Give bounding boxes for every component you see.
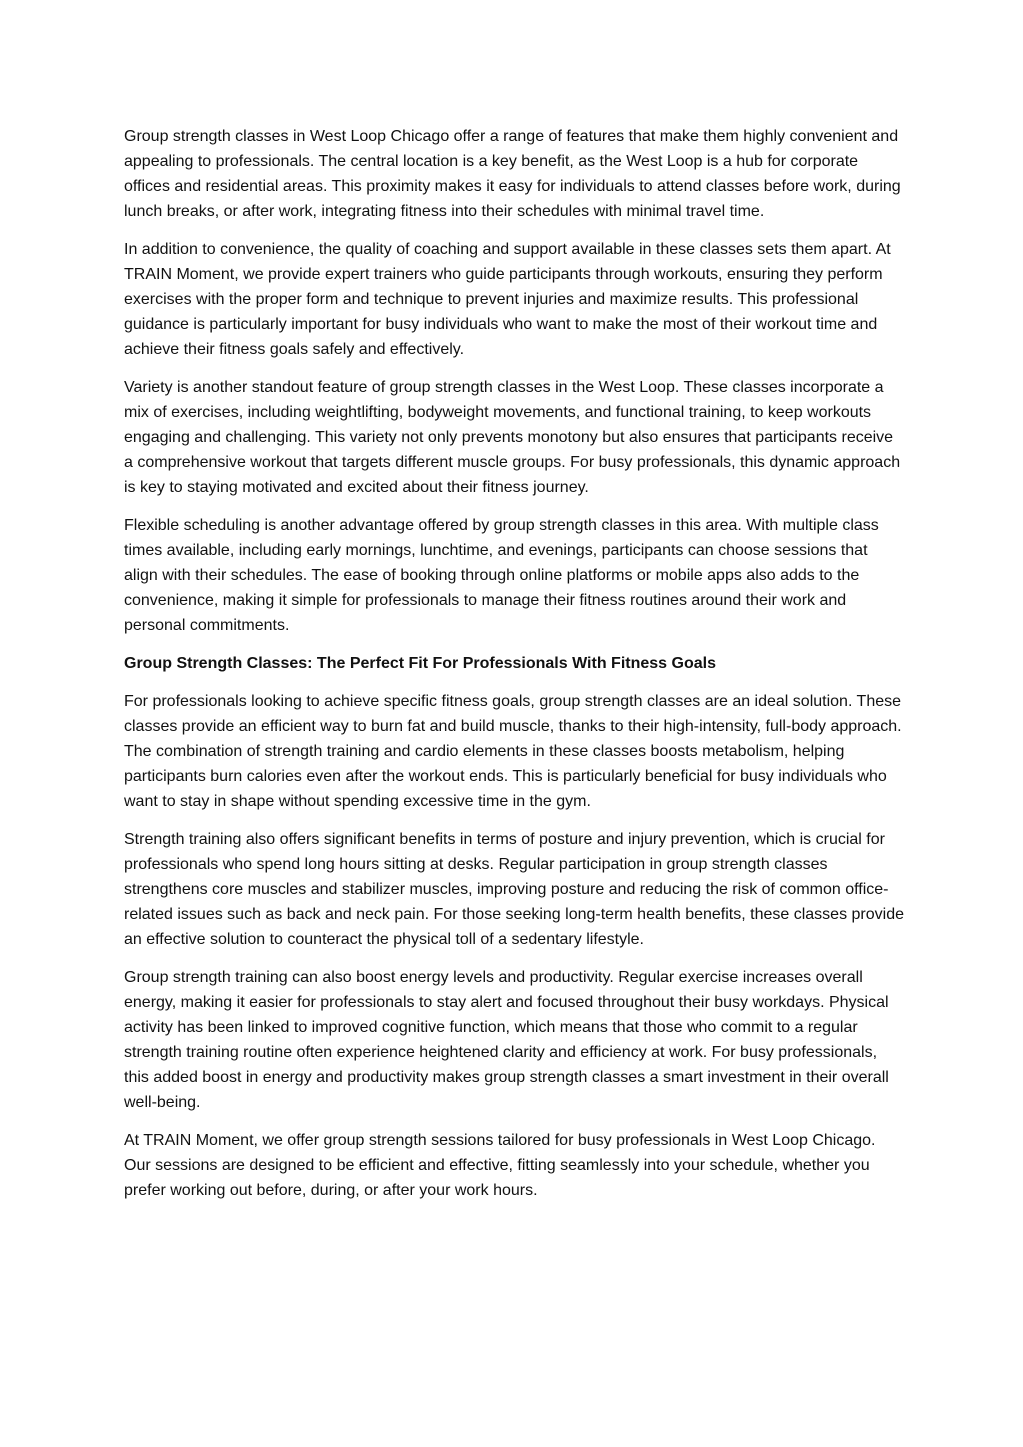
- paragraph-energy-productivity: Group strength training can also boost energy levels and productivity. Regular exercise increases overall energy, making it easier for professionals to stay alert and focused throughout their busy workdays. Physical activity has been linked to improved cognitive function, which means that those who commit to a regular strength training routine often experience heightened clarity and efficiency at work. For busy professionals, this added boost in energy and productivity makes group strength classes a smart investment in their overall well-being.: [124, 969, 889, 1111]
- paragraph-flexible-scheduling: Flexible scheduling is another advantage offered by group strength classes in this area. With multiple class times available, including early mornings, lunchtime, and evenings, participants can choose sessions that align with their schedules. The ease of booking through online platforms or mobile apps also adds to the convenience, making it simple for professionals to manage their fitness routines around their work and personal commitments.: [124, 517, 879, 634]
- paragraph-fitness-goals: For professionals looking to achieve specific fitness goals, group strength classes are an ideal solution. These classes provide an efficient way to burn fat and build muscle, thanks to their high-intensity, full-body approach. The combination of strength training and cardio elements in these classes boosts metabolism, helping participants burn calories even after the workout ends. This is particularly beneficial for busy individuals who want to stay in shape without spending excessive time in the gym.: [124, 693, 902, 810]
- paragraph-variety: Variety is another standout feature of group strength classes in the West Loop. These classes incorporate a mix of exercises, including weightlifting, bodyweight movements, and functional training, to keep workouts engaging and challenging. This variety not only prevents monotony but also ensures that participants receive a comprehensive workout that targets different muscle groups. For busy professionals, this dynamic approach is key to staying motivated and excited about their fitness journey.: [124, 379, 901, 496]
- paragraph-posture-injury: Strength training also offers significant benefits in terms of posture and injury prevention, which is crucial for professionals who spend long hours sitting at desks. Regular participation in group strength classes strengthens core muscles and stabilizer muscles, improving posture and reducing the risk of common office-related issues such as back and neck pain. For those seeking long-term health benefits, these classes provide an effective solution to counteract the physical toll of a sedentary lifestyle.: [124, 831, 904, 948]
- paragraph-location-benefits: Group strength classes in West Loop Chicago offer a range of features that make them highly convenient and appealing to professionals. The central location is a key benefit, as the West Loop is a hub for corporate offices and residential areas. This proximity makes it easy for individuals to attend classes before work, during lunch breaks, or after work, integrating fitness into their schedules with minimal travel time.: [124, 128, 901, 220]
- document-page: [124, 124, 904, 1216]
- paragraph-coaching-quality: In addition to convenience, the quality of coaching and support available in these classes sets them apart. At TRAIN Moment, we provide expert trainers who guide participants through workouts, ensuring they perform exercises with the proper form and technique to prevent injuries and maximize results. This professional guidance is particularly important for busy individuals who want to make the most of their workout time and achieve their fitness goals safely and effectively.: [124, 241, 891, 358]
- section-heading: Group Strength Classes: The Perfect Fit For Professionals With Fitness Goals: [124, 655, 716, 672]
- paragraph-train-moment-offer: At TRAIN Moment, we offer group strength sessions tailored for busy professionals in West Loop Chicago. Our sessions are designed to be efficient and effective, fitting seamlessly into your schedule, whether you prefer working out before, during, or after your work hours.: [124, 1132, 876, 1199]
